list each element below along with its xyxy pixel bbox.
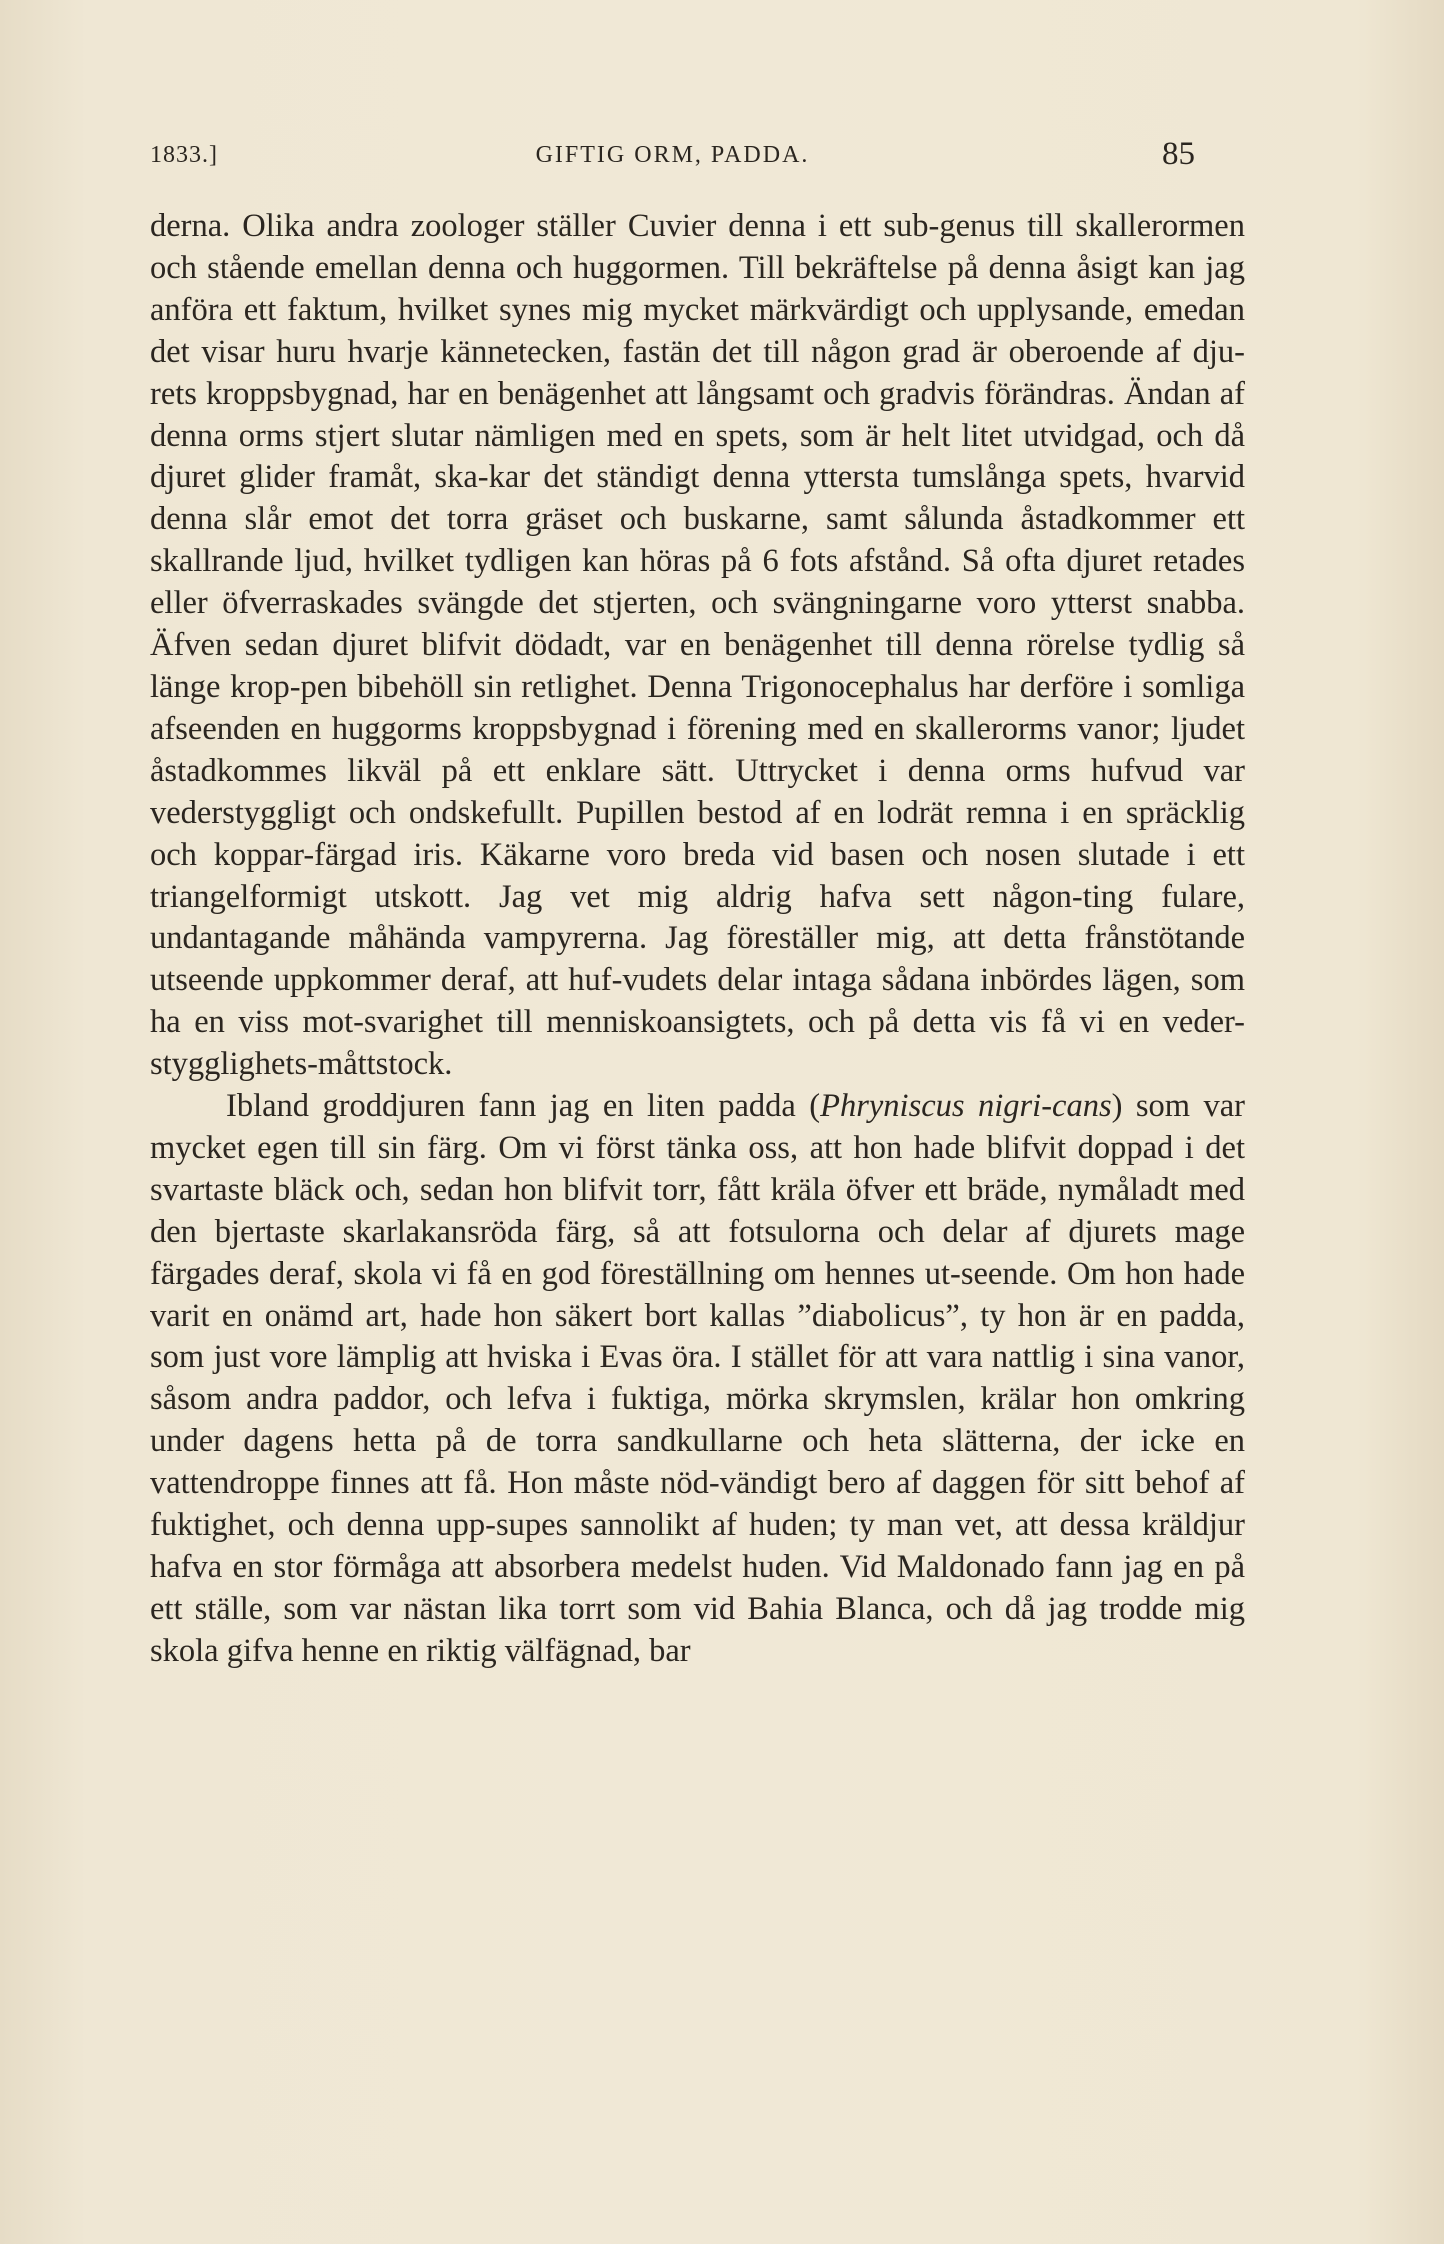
paragraph-text: ) som var mycket egen till sin färg. Om vi först tänka oss, att hon hade blifvit doppad i det svartaste bläck och, sedan hon blifvit torr, fått kräla öfver ett bräde, nymåladt med den bjertaste skarlakansröda färg, så att fotsulorna och delar af djurets mage färgades deraf, skola vi få en god föreställning om hennes ut-seende. Om hon hade varit en onämd art, hade hon säkert bort kallas ”diabolicus”, ty hon är en padda, som just vore lämplig att hviska i Evas öra. I stället för att vara nattlig i sina vanor, såsom andra paddor, och lefva i fuktiga, mörka skrymslen, krälar hon omkring under dagens hetta på de torra sandkullarne och heta slätterna, der icke en vattendroppe finnes att få. Hon måste nöd-vändigt bero af daggen för sitt behof af fuktighet, och denna upp-supes sannolikt af huden; ty man vet, att dessa kräldjur hafva en stor förmåga att absorbera medelst huden. Vid Maldonado fann jag en på ett ställe, som var nästan lika torrt som vid Bahia Blanca, och då jag trodde mig skola gifva henne en riktig välfägnad, bar — [150, 1088, 1245, 1669]
body-text — [150, 206, 1245, 1673]
page-number: 85 — [1162, 136, 1195, 172]
paragraph: derna. Olika andra zoologer ställer Cuvier denna i ett sub-genus till skallerormen och stående emellan denna och huggormen. Till bekräftelse på denna åsigt kan jag anföra ett faktum, hvilket synes mig mycket märkvärdigt och upplysande, emedan det visar huru hvarje kännetecken, fastän det till någon grad är oberoende af dju-rets kroppsbygnad, har en benägenhet att långsamt och gradvis förändras. Ändan af denna orms stjert slutar nämligen med en spets, som är helt litet utvidgad, och då djuret glider framåt, ska-kar det ständigt denna yttersta tumslånga spets, hvarvid denna slår emot det torra gräset och buskarne, samt sålunda åstadkommer ett skallrande ljud, hvilket tydligen kan höras på 6 fots afstånd. Så ofta djuret retades eller öfverraskades svängde det stjerten, och svängningarne voro ytterst snabba. Äfven sedan djuret blifvit dödadt, var en benägenhet till denna rörelse tydlig så länge krop-pen bibehöll sin retlighet. Denna Trigonocephalus har derföre i somliga afseenden en huggorms kroppsbygnad i förening med en skallerorms vanor; ljudet åstadkommes likväl på ett enklare sätt. Uttrycket i denna orms hufvud var vederstyggligt och ondskefullt. Pupillen bestod af en lodrät remna i en spräcklig och koppar-färgad iris. Käkarne voro breda vid basen och nosen slutade i ett triangelformigt utskott. Jag vet mig aldrig hafva sett någon-ting fulare, undantagande måhända vampyrerna. Jag föreställer mig, att detta frånstötande utseende uppkommer deraf, att huf-vudets delar intaga sådana inbördes lägen, som ha en viss mot-svarighet till menniskoansigtets, och på detta vis få vi en veder-stygglighets-måttstock. — [150, 208, 1245, 1083]
paragraph-text: Ibland groddjuren fann jag en liten padda ( — [226, 1088, 821, 1125]
header-title: GIFTIG ORM, PADDA. — [535, 142, 810, 168]
paragraph — [150, 1086, 1245, 1673]
species-name: Phryniscus nigri-cans — [820, 1088, 1112, 1125]
header-year: 1833.] — [150, 142, 218, 168]
running-header — [150, 136, 1195, 180]
